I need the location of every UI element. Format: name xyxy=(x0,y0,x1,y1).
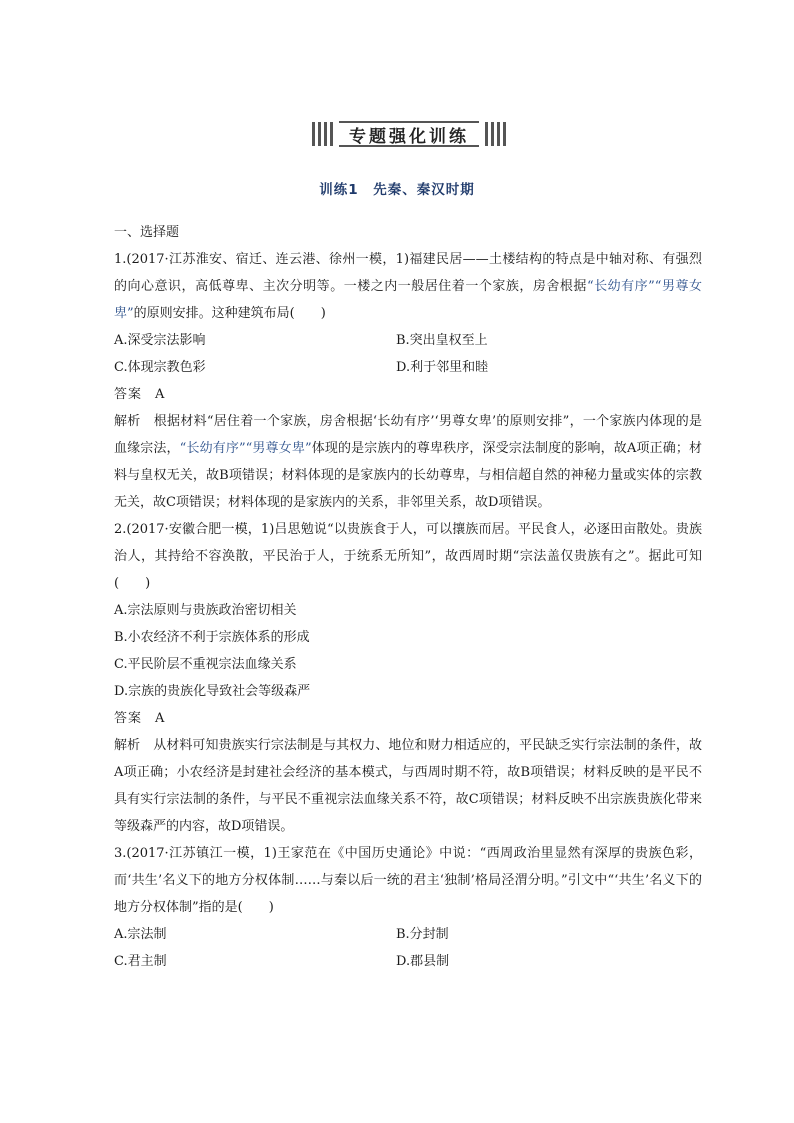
q1-answer xyxy=(114,381,702,408)
q1-options-row-2 xyxy=(114,354,702,381)
question-3-stem: 3.(2017·江苏镇江一模，1)王家范在《中国历史通论》中说：“西周政治里显然有深厚的贵族色彩，而‘共生’名义下的地方分权体制……与秦以后一统的君主‘独制’格局泾渭分明。”引文中“‘共生’名义下的地方分权体制”指的是( ) xyxy=(114,846,702,915)
q3-option-a: A.宗法制 xyxy=(114,927,167,942)
q1-stem-part-b: 的原则安排。这种建筑布局( ) xyxy=(133,306,326,321)
q1-options-row-1 xyxy=(114,327,702,354)
q1-analysis-label: 解析 xyxy=(114,414,141,429)
q2-option-a: A.宗法原则与贵族政治密切相关 xyxy=(114,603,297,618)
section-banner xyxy=(300,120,518,148)
q1-analysis-part-b: 体现的是宗族内的尊卑秩序，深受宗法制度的影响，故A项正确；材料与皇权无关，故B项错误；材料体现的是家族内的长幼尊卑，与相信超自然的神秘力量或实体的宗教无关，故C项错误；材料体现的是家族内的关系，非邻里关系，故D项错误。 xyxy=(114,441,702,510)
banner-left-bars xyxy=(312,122,333,146)
q1-analysis-quote-2: “男尊女卑” xyxy=(245,441,312,456)
q1-analysis-part-a: 根据材料“居住着一个家族，房舍根据‘长幼有序’‘男尊女卑’的原则安排”，一个家族内体现的是血缘宗法， xyxy=(114,414,702,456)
q2-analysis-text: 从材料可知贵族实行宗法制是与其权力、地位和财力相适应的，平民缺乏实行宗法制的条件，故A项正确；小农经济是封建社会经济的基本模式，与西周时期不符，故B项错误；材料反映的是平民不具有实行宗法制的条件，与平民不重视宗法血缘关系不符，故C项错误；材料反映不出宗族贵族化带来等级森严的内容，故D项错误。 xyxy=(114,738,702,834)
q2-option-c: C.平民阶层不重视宗法血缘关系 xyxy=(114,657,297,672)
q1-option-b: B.突出皇权至上 xyxy=(396,333,488,348)
q1-answer-value: A xyxy=(155,387,165,402)
document-body xyxy=(114,219,702,975)
q1-quote-1: “长幼有序” xyxy=(586,279,655,294)
q1-quote-2: “男尊女卑” xyxy=(114,279,702,321)
q1-analysis xyxy=(114,408,702,516)
banner-right-bars xyxy=(485,122,506,146)
q1-option-c: C.体现宗教色彩 xyxy=(114,360,206,375)
q1-answer-label: 答案 xyxy=(114,387,143,402)
q2-answer-value: A xyxy=(155,711,165,726)
q1-option-a: A.深受宗法影响 xyxy=(114,333,206,348)
section-heading: 一、选择题 xyxy=(114,225,180,240)
q2-answer xyxy=(114,705,702,732)
q2-answer-label: 答案 xyxy=(114,711,143,726)
banner-title: 专题强化训练 xyxy=(339,121,479,147)
q2-analysis-label: 解析 xyxy=(114,738,141,753)
q2-analysis xyxy=(114,732,702,840)
q3-options-row-2 xyxy=(114,948,702,975)
q1-option-d: D.利于邻里和睦 xyxy=(396,360,489,375)
page-subtitle: 训练1 先秦、秦汉时期 xyxy=(319,182,475,198)
question-2-stem: 2.(2017·安徽合肥一模，1)吕思勉说“以贵族食于人，可以攘族而居。平民食人，必逐田亩散处。贵族治人，其持给不容涣散，平民治于人，于统系无所知”，故西周时期“宗法盖仅贵族有之”。据此可知( ) xyxy=(114,522,702,591)
q3-option-b: B.分封制 xyxy=(396,927,449,942)
q2-option-d: D.宗族的贵族化导致社会等级森严 xyxy=(114,684,311,699)
q1-stem-part-a: 1.(2017·江苏淮安、宿迁、连云港、徐州一模，1)福建民居——土楼结构的特点是中轴对称、有强烈的向心意识，高低尊卑、主次分明等。一楼之内一般居住着一个家族，房舍根据 xyxy=(114,252,702,294)
question-1-stem xyxy=(114,246,702,327)
q1-analysis-quote-1: “长幼有序” xyxy=(179,441,246,456)
q3-options-row-1 xyxy=(114,921,702,948)
q3-option-c: C.君主制 xyxy=(114,954,167,969)
q3-option-d: D.郡县制 xyxy=(396,954,450,969)
q2-option-b: B.小农经济不利于宗族体系的形成 xyxy=(114,630,310,645)
